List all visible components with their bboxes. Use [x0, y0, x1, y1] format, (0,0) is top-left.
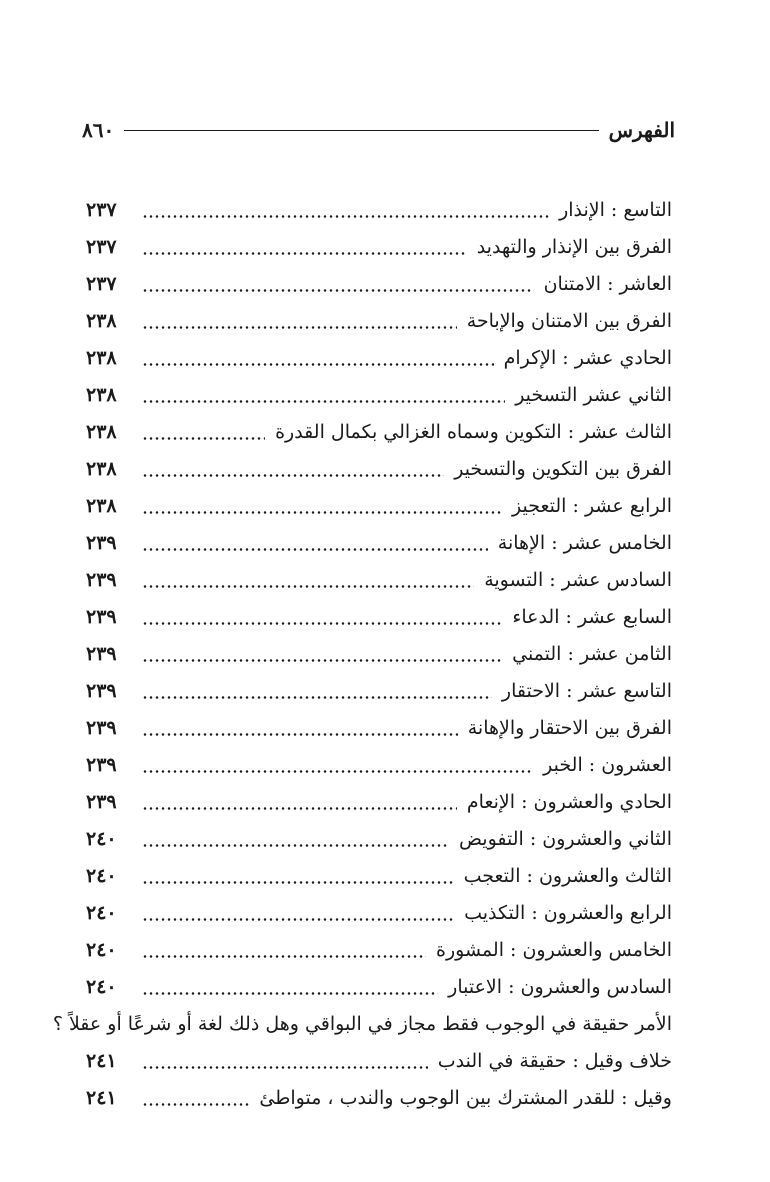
entry-title: التاسع عشر : الاحتقار: [501, 680, 672, 702]
entry-title: السابع عشر : الدعاء: [512, 606, 672, 628]
entry-page-number: ٢٣٨: [86, 421, 117, 443]
entry-page-number: ٢٤٠: [86, 902, 117, 924]
index-entry: [86, 710, 672, 747]
entry-page-number: ٢٣٩: [86, 532, 117, 554]
dot-leader: [142, 192, 549, 229]
entry-title: الخامس عشر : الإهانة: [497, 532, 672, 554]
page-title: الفهرس: [608, 118, 675, 142]
entry-title: التاسع : الإنذار: [559, 199, 672, 221]
entry-title: الرابع عشر : التعجيز: [512, 495, 672, 517]
entry-title: العاشر : الامتنان: [543, 273, 672, 295]
dot-leader: [142, 266, 534, 303]
entry-page-number: ٢٤٠: [86, 939, 117, 961]
entry-title: الفرق بين الإنذار والتهديد: [476, 236, 672, 258]
entry-title: الأمر حقيقة في الوجوب فقط مجاز في البواقي وهل ذلك لغة أو شرعًا أو عقلاً ؟: [52, 1013, 672, 1035]
dot-leader: [142, 895, 454, 932]
dot-leader: [142, 451, 444, 488]
index-entry: [86, 229, 672, 266]
entry-page-number: ٢٤٠: [86, 865, 117, 887]
entry-page-number: ٢٣٨: [86, 384, 117, 406]
entry-page-number: ٢٣٨: [86, 347, 117, 369]
entry-title: الفرق بين التكوين والتسخير: [454, 458, 672, 480]
index-entry: [86, 192, 672, 229]
dot-leader: [142, 673, 492, 710]
index-entry: [86, 821, 672, 858]
index-entry: [86, 488, 672, 525]
index-entry: [86, 303, 672, 340]
dot-leader: [142, 1043, 428, 1080]
dot-leader: [142, 969, 438, 1006]
dot-leader: [142, 1080, 249, 1117]
dot-leader: [142, 414, 265, 451]
entry-title: الثالث والعشرون : التعجب: [463, 865, 672, 887]
index-entry: [86, 784, 672, 821]
index-entry: [86, 340, 672, 377]
page-number: ٨٦٠: [82, 118, 115, 142]
entry-title: العشرون : الخبر: [543, 754, 672, 776]
entry-page-number: ٢٤١: [86, 1050, 117, 1072]
entry-title: الثالث عشر : التكوين وسماه الغزالي بكمال القدرة: [275, 421, 672, 443]
dot-leader: [142, 303, 457, 340]
index-entry: [86, 377, 672, 414]
entry-title: وقيل : للقدر المشترك بين الوجوب والندب ، متواطئ: [259, 1087, 672, 1109]
entry-page-number: ٢٤١: [86, 1087, 117, 1109]
index-entry: [52, 1006, 672, 1043]
entry-page-number: ٢٣٨: [86, 495, 117, 517]
dot-leader: [142, 340, 494, 377]
dot-leader: [142, 821, 449, 858]
entry-page-number: ٢٤٠: [86, 828, 117, 850]
dot-leader: [142, 377, 505, 414]
entry-page-number: ٢٣٩: [86, 680, 117, 702]
entry-title: السادس والعشرون : الاعتبار: [448, 976, 672, 998]
entry-page-number: ٢٣٧: [86, 199, 117, 221]
index-entry: [86, 414, 672, 451]
entry-title: خلاف وقيل : حقيقة في الندب: [437, 1050, 672, 1072]
entry-title: الفرق بين الامتنان والإباحة: [466, 310, 672, 332]
entry-title: الخامس والعشرون : المشورة: [436, 939, 672, 961]
index-entry: [86, 266, 672, 303]
entry-page-number: ٢٤٠: [86, 976, 117, 998]
dot-leader: [142, 932, 426, 969]
entry-page-number: ٢٣٩: [86, 606, 117, 628]
header-rule: [124, 130, 598, 131]
index-entry: [86, 636, 672, 673]
index-entry: [86, 451, 672, 488]
dot-leader: [142, 636, 502, 673]
entry-title: الرابع والعشرون : التكذيب: [464, 902, 672, 924]
entry-title: الحادي والعشرون : الإنعام: [466, 791, 672, 813]
page-header: [82, 112, 675, 148]
entry-page-number: ٢٣٧: [86, 273, 117, 295]
index-entry: [86, 525, 672, 562]
dot-leader: [142, 710, 458, 747]
entry-title: السادس عشر : التسوية: [484, 569, 672, 591]
index-entries: [52, 192, 672, 1117]
entry-title: الثاني والعشرون : التفويض: [459, 828, 672, 850]
index-entry: [86, 969, 672, 1006]
index-entry: [86, 599, 672, 636]
dot-leader: [142, 858, 454, 895]
dot-leader: [142, 599, 502, 636]
entry-page-number: ٢٣٩: [86, 754, 117, 776]
index-entry: [86, 562, 672, 599]
entry-title: الفرق بين الاحتقار والإهانة: [467, 717, 672, 739]
dot-leader: [142, 562, 474, 599]
index-entry: [86, 673, 672, 710]
index-entry: [86, 895, 672, 932]
dot-leader: [142, 229, 467, 266]
entry-title: الحادي عشر : الإكرام: [503, 347, 672, 369]
entry-page-number: ٢٣٩: [86, 717, 117, 739]
dot-leader: [142, 747, 533, 784]
dot-leader: [142, 525, 488, 562]
entry-page-number: ٢٣٨: [86, 458, 117, 480]
index-entry: [86, 858, 672, 895]
index-entry: [86, 932, 672, 969]
dot-leader: [142, 784, 457, 821]
index-entry: [86, 1080, 672, 1117]
index-entry: [86, 747, 672, 784]
entry-page-number: ٢٣٩: [86, 791, 117, 813]
index-entry: [86, 1043, 672, 1080]
entry-page-number: ٢٣٧: [86, 236, 117, 258]
dot-leader: [142, 488, 502, 525]
entry-title: الثامن عشر : التمني: [512, 643, 672, 665]
entry-page-number: ٢٣٩: [86, 643, 117, 665]
entry-page-number: ٢٣٨: [86, 310, 117, 332]
entry-page-number: ٢٣٩: [86, 569, 117, 591]
entry-title: الثاني عشر التسخير: [515, 384, 672, 406]
